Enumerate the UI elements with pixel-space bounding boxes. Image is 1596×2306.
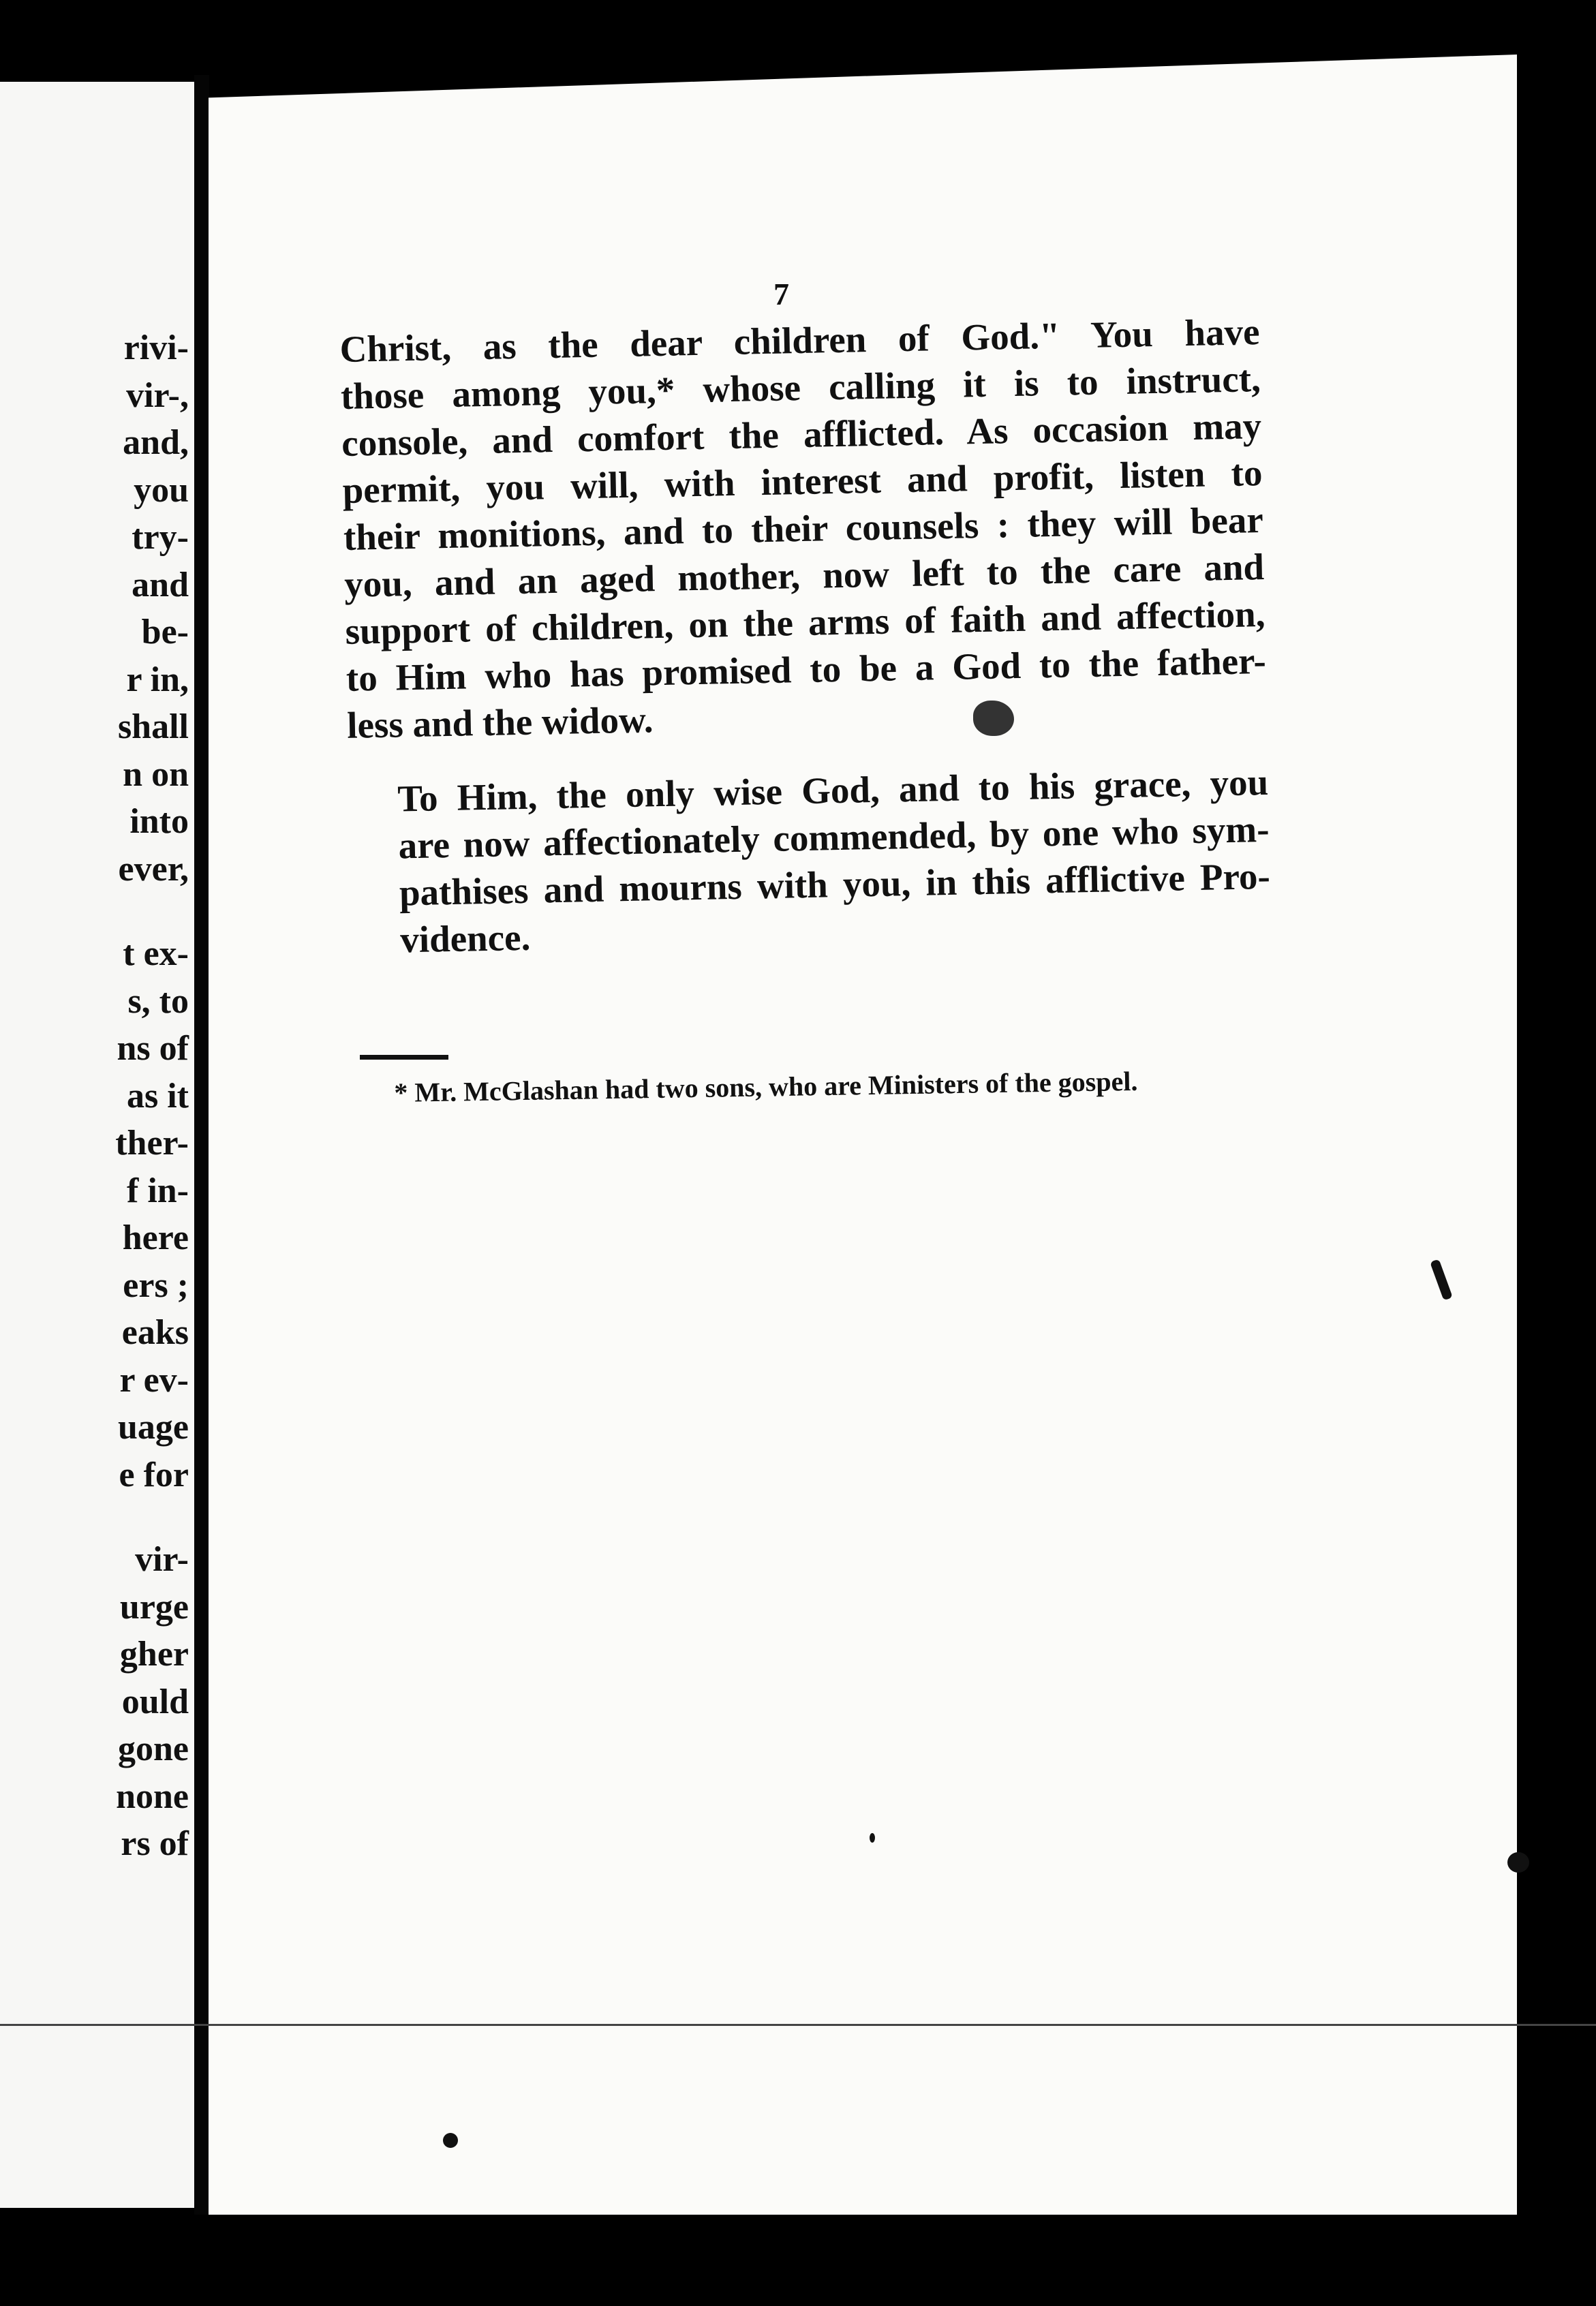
left-page-line: none bbox=[116, 1777, 189, 1816]
left-page-line: into bbox=[129, 802, 189, 841]
text-line: you, and an aged mother, now left to the care and bbox=[343, 546, 1265, 605]
left-page-line: t ex- bbox=[123, 934, 189, 973]
text-line: pathises and mourns with you, in this afflictive Pro- bbox=[399, 855, 1271, 914]
ink-speck bbox=[443, 2133, 458, 2148]
left-page-line: shall bbox=[117, 707, 189, 746]
left-page-line: ever, bbox=[118, 849, 189, 889]
left-page-line: vir- bbox=[135, 1540, 189, 1579]
text-line: vidence. bbox=[399, 916, 531, 961]
text-line: To Him, the only wise God, and to his grace, you bbox=[397, 760, 1269, 820]
text-line: their monitions, and to their counsels : they will bear bbox=[343, 499, 1264, 558]
text-line: permit, you will, with interest and profit, listen to bbox=[342, 452, 1263, 511]
left-page-fragment bbox=[0, 82, 194, 2208]
text-line: less and the widow. bbox=[346, 698, 654, 746]
left-page-line: f in- bbox=[127, 1171, 189, 1210]
left-page-line: rs of bbox=[121, 1824, 189, 1863]
left-page-line: r ev- bbox=[119, 1360, 189, 1400]
text-line: support of children, on the arms of faith and affection, bbox=[345, 593, 1265, 652]
text-line: Christ, as the dear children of God." You have bbox=[339, 311, 1260, 370]
left-page-line: gone bbox=[118, 1730, 189, 1768]
left-page-line: n on bbox=[123, 754, 189, 794]
text-line: to Him who has promised to be a God to the father- bbox=[346, 639, 1267, 699]
left-page-line: gher bbox=[119, 1635, 189, 1674]
left-page-line: eaks bbox=[121, 1313, 189, 1352]
text-line: those among you,* whose calling it is to instruct, bbox=[340, 358, 1261, 417]
footnote-rule bbox=[360, 1055, 448, 1060]
left-page-line: rivi- bbox=[123, 328, 189, 367]
ink-blot bbox=[973, 701, 1014, 736]
paragraph-1 bbox=[339, 308, 1268, 749]
left-page-line: you bbox=[134, 470, 189, 510]
left-page-line: be- bbox=[141, 613, 189, 651]
page-number: 7 bbox=[773, 277, 789, 311]
ink-speck bbox=[870, 1833, 875, 1843]
left-page-line: as it bbox=[127, 1076, 189, 1116]
left-page-line: and bbox=[132, 565, 189, 604]
fold-line bbox=[0, 2024, 1596, 2026]
ink-speck bbox=[1507, 1852, 1529, 1873]
footnote: * Mr. McGlashan had two sons, who are Ministers of the gospel. bbox=[394, 1065, 1138, 1108]
left-page-line: and, bbox=[123, 423, 189, 462]
left-page-line: vir-, bbox=[126, 375, 189, 415]
left-page-line: ther- bbox=[115, 1124, 189, 1163]
left-page-line: ers ; bbox=[123, 1265, 189, 1305]
left-page-line: e for bbox=[119, 1455, 189, 1494]
page-gutter bbox=[194, 75, 209, 2215]
paragraph-2 bbox=[348, 758, 1272, 964]
left-page-line: ns of bbox=[117, 1029, 189, 1068]
body-text bbox=[339, 308, 1272, 964]
left-page-line: r in, bbox=[126, 660, 189, 699]
left-page-line: try- bbox=[132, 518, 189, 557]
left-page-line: here bbox=[122, 1218, 189, 1257]
left-page-line: urge bbox=[119, 1587, 189, 1627]
left-page-line: s, to bbox=[127, 981, 189, 1021]
text-line: console, and comfort the afflicted. As occasion may bbox=[341, 405, 1262, 464]
left-page-line: uage bbox=[118, 1408, 189, 1447]
text-line: are now affectionately commended, by one who sym- bbox=[398, 808, 1270, 867]
left-page-line: ould bbox=[121, 1682, 189, 1721]
